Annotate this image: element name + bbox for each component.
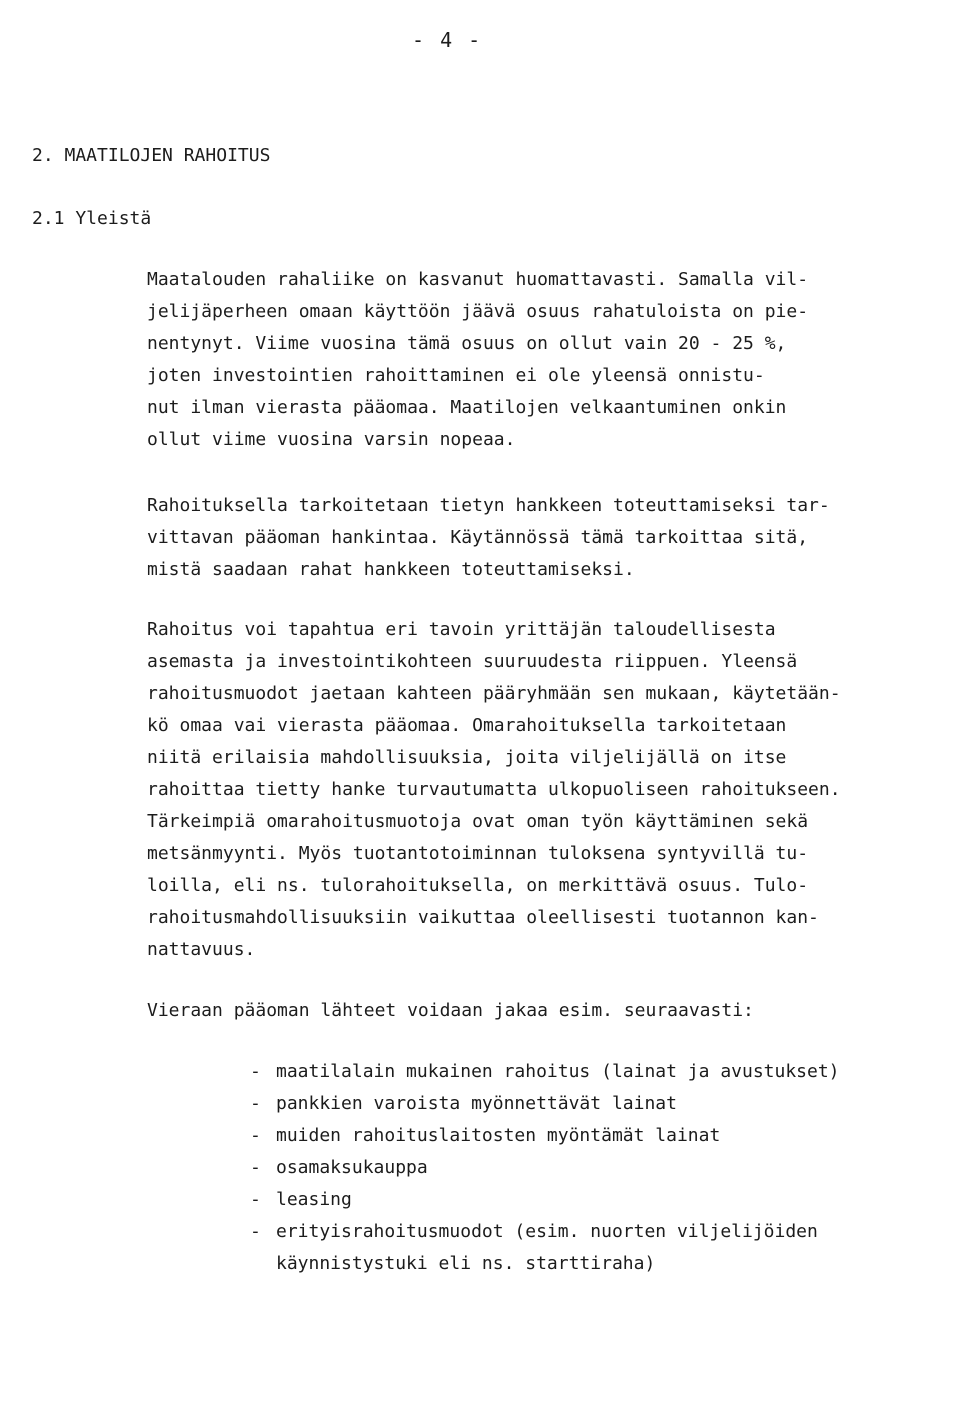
paragraph-list-intro bbox=[147, 995, 947, 1027]
dash-marker: - bbox=[250, 1157, 261, 1178]
text-line: metsänmyynti. Myös tuotantotoiminnan tuloksena syntyvillä tu- bbox=[147, 843, 809, 864]
text-line: Tärkeimpiä omarahoitusmuotoja ovat oman työn käyttäminen sekä bbox=[147, 811, 809, 832]
text-line: Maatalouden rahaliike on kasvanut huomattavasti. Samalla vil- bbox=[147, 269, 809, 290]
dash-marker: - bbox=[250, 1061, 261, 1082]
text-line: kö omaa vai vierasta pääomaa. Omarahoituksella tarkoitetaan bbox=[147, 715, 787, 736]
text-line: asemasta ja investointikohteen suuruudesta riippuen. Yleensä bbox=[147, 651, 798, 672]
text-line: joten investointien rahoittaminen ei ole yleensä onnistu- bbox=[147, 365, 765, 386]
list-item-text bbox=[276, 1120, 720, 1152]
list-item bbox=[250, 1088, 840, 1120]
text-line: niitä erilaisia mahdollisuuksia, joita viljelijällä on itse bbox=[147, 747, 787, 768]
text-line: Rahoituksella tarkoitetaan tietyn hankkeen toteuttamiseksi tar- bbox=[147, 495, 830, 516]
text-line: nut ilman vierasta pääomaa. Maatilojen velkaantuminen onkin bbox=[147, 397, 787, 418]
text-line: pankkien varoista myönnettävät lainat bbox=[276, 1093, 677, 1114]
section-heading: 2. MAATILOJEN RAHOITUS bbox=[32, 145, 271, 166]
list-item-text bbox=[276, 1088, 677, 1120]
text-line: jelijäperheen omaan käyttöön jäävä osuus rahatuloista on pie- bbox=[147, 301, 809, 322]
text-line: Rahoitus voi tapahtua eri tavoin yrittäjän taloudellisesta bbox=[147, 619, 776, 640]
funding-sources-list bbox=[250, 1056, 840, 1280]
paragraph-intro bbox=[147, 264, 947, 456]
text-line: maatilalain mukainen rahoitus (lainat ja avustukset) bbox=[276, 1061, 840, 1082]
text-line: osamaksukauppa bbox=[276, 1157, 428, 1178]
list-item-text bbox=[276, 1152, 428, 1184]
paragraph-financing-forms bbox=[147, 614, 947, 966]
text-line: leasing bbox=[276, 1189, 352, 1210]
text-line: rahoitusmuodot jaetaan kahteen pääryhmään sen mukaan, käytetään- bbox=[147, 683, 841, 704]
text-line: erityisrahoitusmuodot (esim. nuorten viljelijöiden bbox=[276, 1221, 818, 1242]
list-item bbox=[250, 1056, 840, 1088]
dash-marker: - bbox=[250, 1093, 261, 1114]
dash-marker: - bbox=[250, 1125, 261, 1146]
text-line: nentynyt. Viime vuosina tämä osuus on ollut vain 20 - 25 %, bbox=[147, 333, 787, 354]
text-line: nattavuus. bbox=[147, 939, 256, 960]
list-item-text bbox=[276, 1184, 352, 1216]
list-item-text bbox=[276, 1216, 818, 1280]
list-item-text bbox=[276, 1056, 840, 1088]
text-line: rahoitusmahdollisuuksiin vaikuttaa oleellisesti tuotannon kan- bbox=[147, 907, 819, 928]
text-line: vittavan pääoman hankintaa. Käytännössä tämä tarkoittaa sitä, bbox=[147, 527, 809, 548]
list-item bbox=[250, 1152, 840, 1184]
text-line: loilla, eli ns. tulorahoituksella, on merkittävä osuus. Tulo- bbox=[147, 875, 809, 896]
subsection-heading: 2.1 Yleistä bbox=[32, 208, 152, 229]
text-line: mistä saadaan rahat hankkeen toteuttamiseksi. bbox=[147, 559, 635, 580]
text-line: ollut viime vuosina varsin nopeaa. bbox=[147, 429, 516, 450]
list-item bbox=[250, 1120, 840, 1152]
paragraph-definition bbox=[147, 490, 947, 586]
dash-marker: - bbox=[250, 1221, 261, 1242]
page-number: - 4 - bbox=[412, 28, 483, 52]
text-line: Vieraan pääoman lähteet voidaan jakaa esim. seuraavasti: bbox=[147, 1000, 754, 1021]
text-line: käynnistystuki eli ns. starttiraha) bbox=[276, 1253, 656, 1274]
list-item bbox=[250, 1184, 840, 1216]
text-line: muiden rahoituslaitosten myöntämät lainat bbox=[276, 1125, 721, 1146]
list-item bbox=[250, 1216, 840, 1280]
text-line: rahoittaa tietty hanke turvautumatta ulkopuoliseen rahoitukseen. bbox=[147, 779, 841, 800]
dash-marker: - bbox=[250, 1189, 261, 1210]
